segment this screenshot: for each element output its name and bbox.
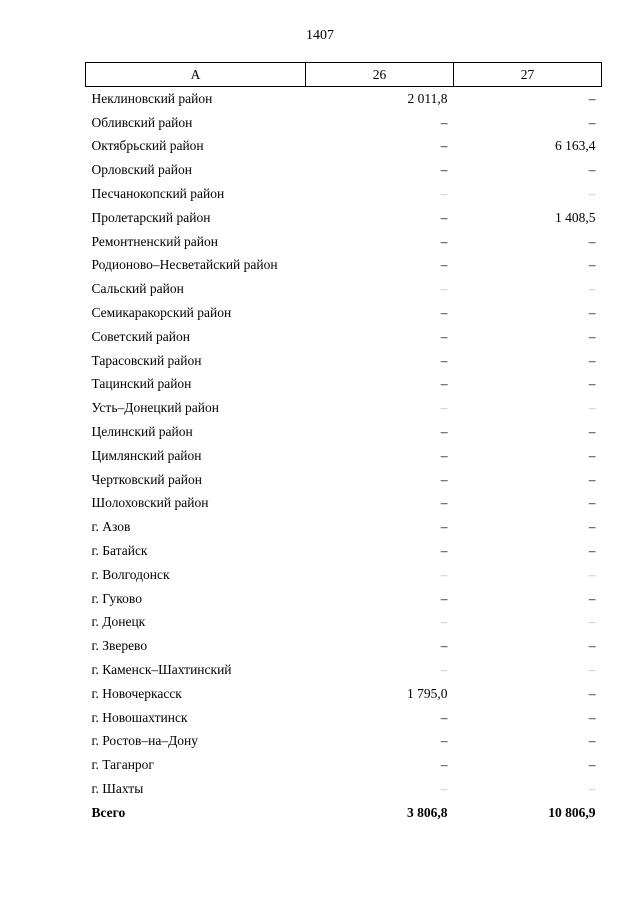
table-row xyxy=(86,682,602,706)
row-value-26: – xyxy=(440,162,448,178)
row-name: г. Гуково xyxy=(91,590,142,606)
row-name: г. Шахты xyxy=(91,781,144,796)
table-row xyxy=(86,563,602,587)
row-name: г. Таганрог xyxy=(91,757,154,773)
row-value-27: – xyxy=(588,566,596,582)
table-row xyxy=(86,492,602,516)
table-row xyxy=(86,634,602,658)
row-value-26: – xyxy=(440,424,448,440)
header-col-27: 27 xyxy=(454,63,602,87)
table-row xyxy=(86,135,602,159)
row-value-26: – xyxy=(440,376,448,392)
row-value-27: – xyxy=(588,352,596,368)
row-value-27: – xyxy=(588,114,596,130)
row-value-26: 2 011,8 xyxy=(407,90,448,106)
table-row xyxy=(86,539,602,563)
row-name: г. Волгодонск xyxy=(91,566,170,582)
table-row xyxy=(86,706,602,730)
row-value-27: – xyxy=(588,447,596,463)
row-value-27: – xyxy=(588,305,596,321)
header-col-26: 26 xyxy=(306,63,454,87)
row-value-26: – xyxy=(440,471,448,487)
row-value-27: – xyxy=(588,709,596,725)
table-body xyxy=(86,87,602,825)
table-row xyxy=(86,349,602,373)
row-value-26: – xyxy=(440,209,448,225)
row-value-27: – xyxy=(588,162,596,178)
table-row xyxy=(86,254,602,278)
row-value-27: – xyxy=(588,638,596,654)
row-value-27: – xyxy=(588,685,596,701)
row-name: Целинский район xyxy=(91,424,193,440)
row-name: Тарасовский район xyxy=(91,352,202,368)
row-name: Неклиновский район xyxy=(91,90,213,106)
table-row xyxy=(86,158,602,182)
row-value-27: – xyxy=(588,471,596,487)
row-value-27: – xyxy=(588,495,596,511)
table-row xyxy=(86,658,602,682)
table-row xyxy=(86,277,602,301)
row-value-26: – xyxy=(440,186,448,202)
row-value-27: – xyxy=(588,424,596,440)
row-value-26: – xyxy=(440,352,448,368)
row-value-26: – xyxy=(440,281,448,297)
table-row xyxy=(86,111,602,135)
row-value-27: – xyxy=(588,614,596,630)
row-name: Усть–Донецкий район xyxy=(91,400,219,416)
table-row xyxy=(86,206,602,230)
row-name: Песчанокопский район xyxy=(91,186,225,202)
row-value-26: 1 795,0 xyxy=(407,685,448,701)
row-name: г. Азов xyxy=(91,519,131,535)
row-name: Ремонтненский район xyxy=(91,233,218,249)
row-value-26: – xyxy=(440,495,448,511)
row-value-27: 6 163,4 xyxy=(555,138,596,154)
row-name: г. Донецк xyxy=(91,614,146,630)
row-value-27: – xyxy=(588,781,596,796)
row-value-26: – xyxy=(440,781,448,796)
row-value-27: – xyxy=(588,90,596,106)
total-value-27: 10 806,9 xyxy=(548,804,596,820)
row-name: Тацинский район xyxy=(91,376,192,392)
table-row xyxy=(86,730,602,754)
row-name: г. Новочеркасск xyxy=(91,685,182,701)
row-value-26: – xyxy=(440,257,448,273)
row-value-26: – xyxy=(440,662,448,678)
row-value-26: – xyxy=(440,566,448,582)
row-name: Советский район xyxy=(91,328,190,344)
row-value-27: – xyxy=(588,400,596,416)
row-value-27: – xyxy=(588,328,596,344)
table-row xyxy=(86,301,602,325)
row-name: г. Новошахтинск xyxy=(91,709,188,725)
row-value-26: – xyxy=(440,709,448,725)
row-value-27: – xyxy=(588,281,596,297)
row-name: Октябрьский район xyxy=(91,138,204,154)
row-value-26: – xyxy=(440,519,448,535)
row-value-27: 1 408,5 xyxy=(555,209,596,225)
table-row xyxy=(86,468,602,492)
row-value-27: – xyxy=(588,733,596,749)
row-value-27: – xyxy=(588,186,596,202)
row-value-26: – xyxy=(440,614,448,630)
row-name: Родионово–Несветайский район xyxy=(91,257,278,273)
row-value-27: – xyxy=(588,590,596,606)
row-value-26: – xyxy=(440,138,448,154)
row-name: Чертковский район xyxy=(91,471,202,487)
row-name: г. Зверево xyxy=(91,638,148,654)
table-row xyxy=(86,182,602,206)
header-row xyxy=(86,63,602,87)
row-value-26: – xyxy=(440,733,448,749)
table-row xyxy=(86,396,602,420)
row-name: г. Батайск xyxy=(91,543,148,559)
page-number: 1407 xyxy=(306,28,334,43)
row-name: Пролетарский район xyxy=(91,209,211,225)
row-value-27: – xyxy=(588,757,596,773)
row-value-27: – xyxy=(588,376,596,392)
table-row xyxy=(86,230,602,254)
row-name: Шолоховский район xyxy=(91,495,209,511)
header-col-a: А xyxy=(86,63,306,87)
row-name: г. Каменск–Шахтинский xyxy=(91,662,232,678)
row-value-26: – xyxy=(440,757,448,773)
total-label: Всего xyxy=(91,804,126,820)
table-row xyxy=(86,753,602,777)
row-value-26: – xyxy=(440,233,448,249)
row-name: г. Ростов–на–Дону xyxy=(91,733,199,749)
row-name: Орловский район xyxy=(91,162,192,178)
row-value-26: – xyxy=(440,328,448,344)
row-name: Обливский район xyxy=(91,114,193,130)
row-value-26: – xyxy=(440,400,448,416)
table-row xyxy=(86,87,602,111)
table-row xyxy=(86,373,602,397)
table-row xyxy=(86,325,602,349)
row-name: Цимлянский район xyxy=(91,447,202,463)
table-header xyxy=(86,63,602,87)
table-row xyxy=(86,587,602,611)
row-value-26: – xyxy=(440,543,448,559)
row-value-27: – xyxy=(588,662,596,678)
row-value-27: – xyxy=(588,543,596,559)
total-row xyxy=(86,801,602,825)
table-row xyxy=(86,444,602,468)
table-row xyxy=(86,611,602,635)
table-row xyxy=(86,515,602,539)
row-value-27: – xyxy=(588,233,596,249)
row-value-26: – xyxy=(440,305,448,321)
row-value-26: – xyxy=(440,590,448,606)
total-value-26: 3 806,8 xyxy=(407,804,448,820)
table-row xyxy=(86,420,602,444)
row-value-27: – xyxy=(588,257,596,273)
row-value-26: – xyxy=(440,114,448,130)
table-row xyxy=(86,777,602,801)
row-value-26: – xyxy=(440,447,448,463)
row-value-27: – xyxy=(588,519,596,535)
row-name: Семикаракорский район xyxy=(91,305,232,321)
row-name: Сальский район xyxy=(91,281,184,297)
row-value-26: – xyxy=(440,638,448,654)
budget-table xyxy=(85,62,602,825)
